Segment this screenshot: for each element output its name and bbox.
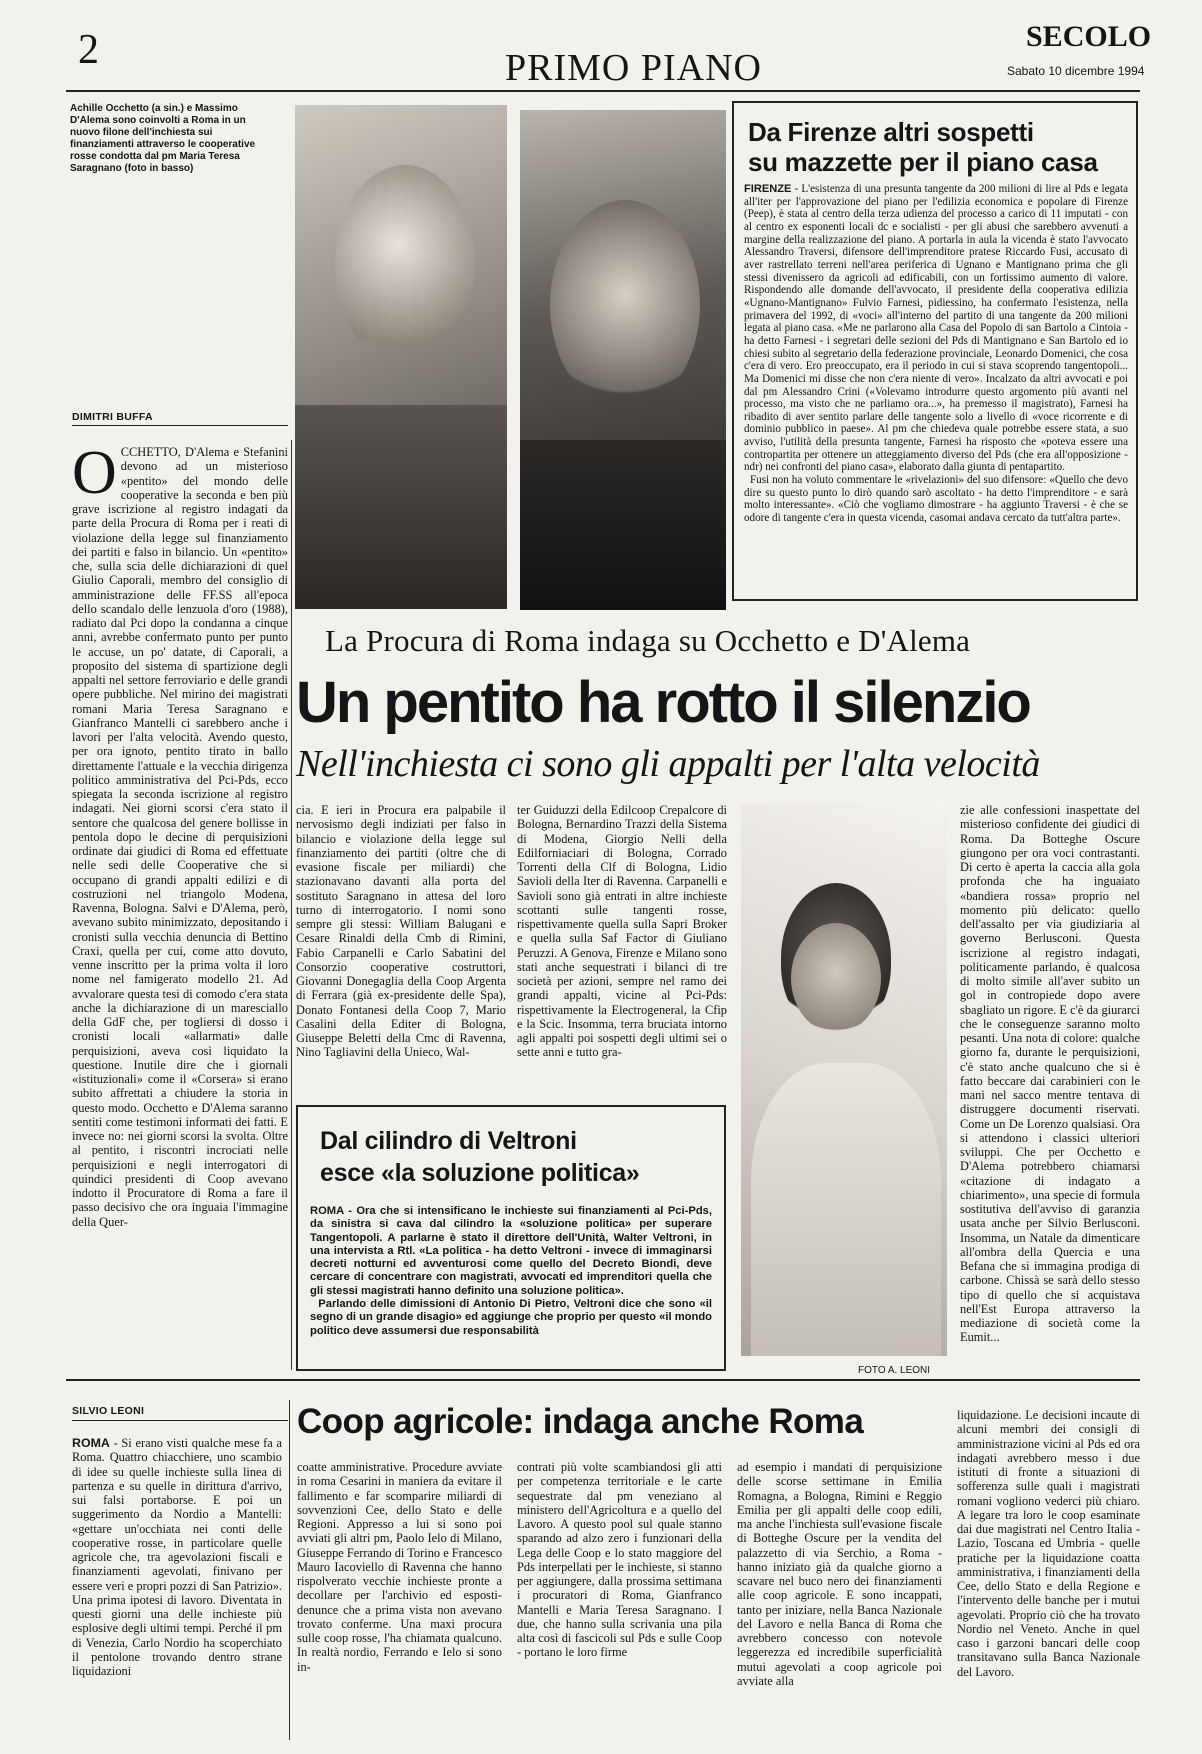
main-subheadline: Nell'inchiesta ci sono gli appalti per l'alta velocità	[296, 743, 1040, 785]
veltroni-box	[296, 1105, 726, 1371]
coop-byline-rule	[72, 1420, 288, 1421]
main-column-1	[72, 445, 288, 1375]
coop-column-5: liquidazione. Le decisioni incaute di alcuni membri dei consigli di amministrazione vicini al Pds ed ora indagati avrebbero messo i due istituti di fronte a situazioni di sofferenza sulle quali i magistrati romani vogliono vederci più chiaro. A legare tra loro le coop esaminate dai due magistrati nel Centro Italia - Lazio, Toscana ed Umbria - quelle pratiche per la liquidazione coatta amministrativa, i finanziamenti della Cee, dello Stato e della Regione e l'intervento delle banche per i mutui agevolati. Proprio ciò che ha trovato Nordio nel Veneto. Anche in quel caso i garzoni bancari delle coop transitavano sulla Banca Nazionale del Lavoro.	[957, 1408, 1140, 1679]
main-byline: DIMITRI BUFFA	[72, 411, 153, 423]
photo-credit: FOTO A. LEONI	[858, 1365, 931, 1376]
photo-caption-top: Achille Occhetto (a sin.) e Massimo D'Alema sono coinvolti a Roma in un nuovo filone dell'inchiesta sui finanziamenti attraverso le cooperative rosse condotta dal pm Maria Teresa Saragnano (foto in basso)	[70, 103, 256, 174]
masthead-logo: SECOLO	[1026, 20, 1152, 53]
coop-column-4: ad esempio i mandati di perquisizione delle scorse settimane in Emilia Romagna, a Bologna, Rimini e Reggio Emilia per gli appalti delle coop edili, ma anche l'inchiesta sull'evasione fiscale di Botteghe Oscure per la vendita del palazzetto di via Serchio, a Roma - hanno iniziato già da qualche giorno a scavare nel buco nero dei finanziamenti alle coop agricole. E sono incappati, tanto per iniziare, nella Banca Nazionale del Lavoro e nella Banca di Roma che avrebbero concesso con notevole leggerezza ed incredibile superficialità mutui agevolati a coop agricole poi avviate alla	[737, 1460, 942, 1688]
veltroni-body-text: - Ora che si intensificano le inchieste sui finanziamenti al Pci-Pds, da sinistra si cava dal cilindro la «soluzione politica» per superare Tangentopoli. A parlarne è stato il direttore dell'Unità, Walter Veltroni, in una intervista a Rtl. «La politica - ha detto Veltroni - invece di immaginarsi decreti notturni ed avventurosi come quello del Decreto Biondi, deve cercare di concentrare con magistrati, avvocati ed imprenditori quella che gli stessi magistrati hanno definito una soluzione politica».	[310, 1205, 712, 1297]
veltroni-box-title	[320, 1125, 640, 1189]
veltroni-lead: ROMA	[310, 1205, 344, 1217]
firenze-box-body	[744, 183, 1128, 595]
firenze-body-text: - L'esistenza di una presunta tangente da 200 milioni di lire al Pds e legata all'iter per l'approvazione del piano per l'edilizia economica e popolare di Firenze (Peep), è stata al centro della terza udienza del processo a carico di 11 imputati - con al centro ex esponenti locali dc e socialisti - per gli abusi che sarebbero avvenuti a margine della realizzazione del piano. A portarla in aula la vicenda è stato l'avvocato Alessandro Traversi, difensore dell'imprenditore pratese Riccardo Fusi, accusato di aver rastrellato terreni nell'area periferica di Ugnano e Mantignano prima che gli stessi divenissero da agricoli ad edificabili, con un fortissimo aumento di valore. Rispondendo alle domande dell'avvocato, il presidente della cooperativa edilizia «Ugnano-Mantignano» Fulvio Farnesi, pidiessino, ha confermato l'esistenza, nella primavera del 1992, di «voci» all'interno del partito di una tangente da 200 milioni legata al piano casa. «Me ne parlarono alla Casa del Popolo di san Bartolo a Cintoia - ha detto Farnesi - i segretari delle sezioni del Pds di Mantignano e San Bartolo ed io chiesi subito al segretario della federazione provinciale, Leonardo Domenici, che cosa c'era di vero. Ero preoccupato, era il periodo in cui si stava scoprendo tangentopoli... Ma Domenici mi disse che non c'era niente di vero». Incalzato da altri avvocati e poi dal pm Alessandro Crini («Volevamo introdurre questo argomento più avanti nel processo, ma visto che ne parliamo ora...», ha premesso il magistrato), Farnesi ha ribadito di aver sentito parlare delle tangente solo a livello di «voce ricorrente e di dominio pubblico in paese». Al pm che chiedeva quale potrebbe essere stata, a suo avviso, l'utilità della presunta tangente, Farnesi ha risposto che «poteva essere una contropartita per ottenere un atteggiamento diverso del Pds (che era all'opposizione - ndr) nei confronti del piano casa», elaborato dalla giunta di pentapartito.	[744, 183, 1128, 474]
occhetto-photo	[295, 105, 507, 609]
veltroni-body-text-2: Parlando delle dimissioni di Antonio Di Pietro, Veltroni dice che sono «il segno di un grande disagio» ed aggiunge che proprio per questo «il mondo politico deve assumersi due responsabilità	[310, 1298, 712, 1337]
main-headline: Un pentito ha rotto il silenzio	[296, 670, 1030, 735]
main-dropcap: O	[72, 445, 117, 507]
dalema-photo	[520, 110, 726, 610]
issue-date: Sabato 10 dicembre 1994	[1007, 64, 1145, 78]
firenze-title-line2: su mazzette per il piano casa	[748, 147, 1098, 177]
coop-column-1	[72, 1436, 282, 1736]
saragnano-photo	[741, 803, 947, 1356]
header-rule	[66, 90, 1140, 92]
coop-col1-text: - Si erano visti qualche mese fa a Roma. Quattro chiacchiere, uno scambio di idee su quelle inchieste sulla linea di partenza e su quelle in dirittura d'arrivo, sui falsi portaborse. E poi un suggerimento da Nordio a Mantelli: «gettare un'occhiata nei conti delle cooperative rosse, in particolare quelle agricole che, tra agevolazioni fiscali e finanziamenti agevolati, finivano per essere veri e propri pozzi di San Patrizio». Una prima ipotesi di lavoro. Diventata in questi giorni una delle inchieste più esplosive degli ultimi tempi. Perché il pm di Venezia, Carlo Nordio ha scoperchiato il pentolone trovando dentro strane liquidazioni	[72, 1436, 282, 1678]
firenze-title-line1: Da Firenze altri sospetti	[748, 117, 1034, 147]
col-divider-coop	[289, 1400, 290, 1740]
firenze-lead: FIRENZE	[744, 183, 792, 195]
coop-column-2: coatte amministrative. Procedure avviate in roma Cesarini in maniera da evitare il fallimento e far scomparire miliardi di sovvenzioni Cee, dello Stato e delle Regioni. Appresso a lui si sono poi avviati gli altri pm, Paolo Ielo di Milano, Giuseppe Ferrando di Torino e Francesco Mauro Iacoviello di Ravenna che hanno rispolverato vecchie inchieste pronte a decollare per l'archivio ed esposti-denunce che a prima vista non avevano trovato conferme. Una maxi procura sulle coop rosse, l'ha chiamata qualcuno. In realtà nordio, Ferrando e Ielo si sono in-	[297, 1460, 502, 1674]
page-number: 2	[78, 27, 99, 73]
section-rule	[66, 1379, 1140, 1381]
veltroni-title-line2: esce «la soluzione politica»	[320, 1159, 640, 1187]
main-column-2: cia. E ieri in Procura era palpabile il nervosismo degli indiziati per falso in bilancio e violazione della legge sul finanziamento dei partiti (oltre che di evasione fiscale per miliardi) che stazionavano davanti alla porta del sostituto Saragnano in attesa del loro turno di interrogatorio. I nomi sono sempre gli stessi: William Balugani e Cesare Rinaldi della Cmb di Rimini, Fabio Carpanelli e Carlo Sabatini del Consorzio cooperative costruttori, Giovanni Donegaglia della Coop Argenta di Ferrara (già ex-presidente delle Spa), Donato Fontanesi della Coop 7, Mario Casalini della Editer di Bologna, Giuseppe Beletti della Cmc di Ravenna, Nino Tagliavini della Unieco, Wal-	[296, 803, 506, 1060]
coop-headline: Coop agricole: indaga anche Roma	[297, 1402, 864, 1441]
main-column-4: zie alle confessioni inaspettate del misterioso confidente dei giudici di Roma. Da Botteghe Oscure giungono per ora voci contrastanti. Di certo è aperta la caccia alla gola profonda che ha inguaiato «bandiera rossa» proprio nel momento più delicato: quello dell'assalto per via giudiziaria al governo Berlusconi. Questa iscrizione al registro indagati, politicamente parlando, è qualcosa di molto simile all'aver subito un gol in contropiede dopo avere sbagliato un rigore. E c'è da giurarci che le conseguenze saranno molto pesanti. Una nota di colore: qualche giorno fa, durante le perquisizioni, c'è stato anche qualcuno che si è fatto beccare dai carabinieri con le mani nel sacco mentre tentava di distruggere documenti riservati. Come un De Lorenzo qualsiasi. Ora si attendono i classici ulteriori sviluppi. Che per Occhetto e D'Alema potrebbero chiamarsi «citazione di indagato a chiarimento», una specie di formula sostitutiva dell'avviso di garanzia usata anche per Silvio Berlusconi. Insomma, un Natale da dimenticare all'ombra della Quercia e una Befana che si immagina prodiga di carbone. Chissà se sarà dello stesso tipo di quello che si acquistava nell'Est Europa attraverso la mediazione di società come la Eumit...	[960, 803, 1140, 1345]
coop-byline: SILVIO LEONI	[72, 1405, 145, 1417]
firenze-body-text-2: Fusi non ha voluto commentare le «rivelazioni» del suo difensore: «Quello che devo dire su questo punto lo dirò quando sarò ascoltato - ha detto l'imprenditore - e sarà molto interessante». «Ciò che vogliamo dimostrare - ha aggiunto Traversi - è che se odore di tangente c'era in questa vicenda, casomai andava cercato da tutt'altra parte».	[744, 474, 1128, 525]
section-title: PRIMO PIANO	[505, 47, 762, 89]
main-kicker: La Procura di Roma indaga su Occhetto e D'Alema	[325, 623, 971, 658]
coop-lead: ROMA	[72, 1436, 110, 1450]
coop-column-3: contrati più volte scambiandosi gli atti per competenza territoriale e le carte sequestrate dal pm veneziano al ministero dell'Agricoltura e a quello del Lavoro. A questo pool sul quale stanno sparando ad alzo zero i funzionari della Lega delle Coop e lo stato maggiore del Pds interpellati per le inchieste, si stanno per aggiungere, dalla prossima settimana i procuratori di Roma, Gianfranco Mantelli e Maria Teresa Saragnano. I due, che hanno sulla scrivania una pila alta così di fascicoli sul Pds e sulle Coop - portano le loro firme	[517, 1460, 722, 1660]
firenze-box	[732, 101, 1138, 601]
main-col1-text: CCHETTO, D'Alema e Stefanini devono ad un misterioso «pentito» del mondo delle cooperative la seconda e ben più grave iscrizione al registro indagati da parte della Procura di Roma per i reati di violazione della legge sul finanziamento dei partiti e falso in bilancio. Un «pentito» che, sulla scia delle dichiarazioni di quel Giulio Caporali, membro del consiglio di amministrazione delle FF.SS all'epoca dello scandalo delle lenzuola d'oro (1988), radiato dal Pci dopo la condanna a cinque anni, avrebbe confermato punto per punto le accuse, un po' datate, di Caporali, a proposito del sistema di spartizione degli appalti nel settore ferroviario e delle grandi opere pubbliche. Nel mirino dei magistrati romani Maria Teresa Saragnano e Gianfranco Mantelli ci sarebbero anche i lavori per l'alta velocità. Avendo questo, per ora ignoto, pentito tirato in ballo direttamente l'attuale e la vecchia dirigenza politico amministrativa del Pci-Pds, ecco spiegata la seconda iscrizione al registro indagati. Nei giorni scorsi c'era stato il sentore che qualcosa del genere bollisse in pentola dopo le decine di perquisizioni ordinate dai giudici di Roma ed effettuate nelle sedi delle Cooperative che si occupano di grandi appalti edilizi e di costruzioni nel triangolo Modena, Ravenna, Bologna. Salvi e D'Alema, però, avevano subito minimizzato, depositando i cronisti sulla vecchia denuncia di Bettino Craxi, quella per cui, come atto dovuto, venne inscritto per la prima volta il loro nome nel famigerato modello 21. Ad avvalorare questa tesi di comodo c'era stata anche la dichiarazione di un maresciallo della GdF che, per togliersi di dosso i cronisti locali «allarmati» dalle perquisizioni, aveva così liquidato la questione. Inutile dire che i giornali «istituzionali» come il «Corsera» si erano subito affrettati a chiudere la storia in questo modo. Occhetto e D'Alema saranno sentiti come testimoni informati dei fatti. E invece no: nei giorni scorsi la svolta. Oltre al pentito, i riscontri incrociati nelle perquisizioni e negli interrogatori di quindici presidenti di Coop avevano indotto il Procuratore di Roma a fare il passo decisivo che ora inguaia l'immagine della Quer-	[72, 445, 288, 1229]
col-divider-1	[291, 440, 292, 1370]
byline-rule	[72, 425, 288, 426]
main-column-3: ter Guiduzzi della Edilcoop Crepalcore di Bologna, Bernardino Trazzi della Sistema di Modena, Giorgio Nelli della Edilforniaciari di Bologna, Corrado Torrenti della Clf di Bologna, Lidio Savioli della Iter di Ravenna. Carpanelli e Savioli sono già entrati in altre inchieste scottanti sulle tangenti rosse, rispettivamente quella sulla Sapri Broker e quella sulla Saf Factor di Giuliano Peruzzi. A Genova, Firenze e Milano sono stati anche sequestrati i bilanci di tre società per azioni, sempre nel ramo dei grandi appalti, vicine al Pci-Pds: rispettivamente la Electrogeneral, la Cfip e la Scic. Insomma, terra bruciata intorno agli appalti poi sospetti degli ultimi sei o sette anni e tutto gra-	[517, 803, 727, 1060]
firenze-box-title	[748, 117, 1098, 177]
veltroni-box-body	[310, 1205, 712, 1365]
veltroni-title-line1: Dal cilindro di Veltroni	[320, 1127, 577, 1155]
